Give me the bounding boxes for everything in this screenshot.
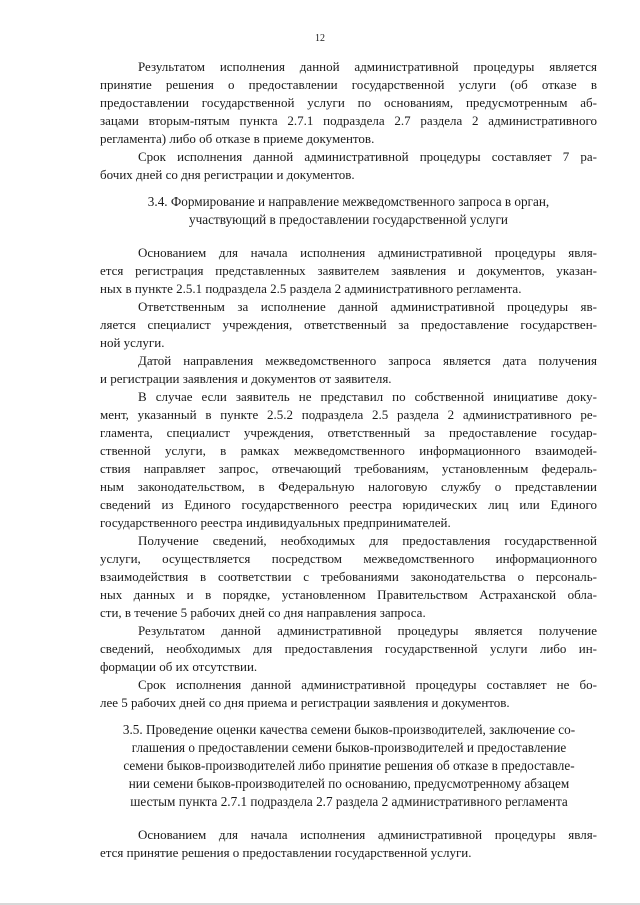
text-line: сведений, необходимых для предоставления государственной услуги либо ин- xyxy=(100,641,597,656)
section-heading: 3.5. Проведение оценки качества семени быков-производителей, заключение со- xyxy=(122,722,576,737)
text-line: ных в пункте 2.5.1 подраздела 2.5 раздела 2 административного регламента. xyxy=(100,281,522,296)
page-number: 12 xyxy=(315,33,325,44)
text-line: регламента) либо об отказе в приеме документов. xyxy=(100,131,375,146)
text-line: Датой направления межведомственного запроса является дата получения xyxy=(138,353,597,368)
text-line: ется принятие решения о предоставлении государственной услуги. xyxy=(100,845,472,860)
section-heading: 3.4. Формирование и направление межведомственного запроса в орган, xyxy=(147,194,550,209)
text-line: лее 5 рабочих дней со дня приема и регистрации заявления и документов. xyxy=(100,695,510,710)
text-line: Основанием для начала исполнения административной процедуры явля- xyxy=(138,245,597,260)
text-line: взаимодействия в соответствии с требованиями законодательства о персональ- xyxy=(100,569,597,584)
text-line: ственной услуги, в рамках межведомственного информационного взаимодей- xyxy=(100,443,597,458)
text-line: Результатом данной административной процедуры является получение xyxy=(138,623,597,638)
section-heading: шестым пункта 2.7.1 подраздела 2.7 раздела 2 административного регламента xyxy=(130,794,568,809)
text-line: ных данных и в порядке, установленном Правительством Астраханской обла- xyxy=(100,587,597,602)
text-line: ется регистрация представленных заявителем заявления и документов, указан- xyxy=(100,263,597,278)
text-line: принятие решения о предоставлении государственной услуги (об отказе в xyxy=(100,77,597,92)
text-line: и регистрации заявления и документов от заявителя. xyxy=(100,371,392,386)
section-heading: семени быков-производителей либо принятие решения об отказе в предоставле- xyxy=(123,758,575,773)
section-heading: глашения о предоставлении семени быков-производителей и предоставление xyxy=(131,740,567,755)
text-line: ляется специалист учреждения, ответственный за предоставление государствен- xyxy=(100,317,597,332)
text-line: Срок исполнения данной административной процедуры составляет не бо- xyxy=(138,677,597,692)
text-line: ной услуги. xyxy=(100,335,165,350)
text-line: Ответственным за исполнение данной административной процедуры яв- xyxy=(138,299,597,314)
text-line: ствия направляет запрос, отвечающий требованиям, установленным федераль- xyxy=(100,461,597,476)
text-line: Срок исполнения данной административной процедуры составляет 7 ра- xyxy=(138,149,597,164)
text-line: ным законодательством, в Федеральную налоговую службу о представлении xyxy=(100,479,597,494)
section-heading: участвующий в предоставлении государственной услуги xyxy=(189,212,508,227)
text-line: бочих дней со дня регистрации и документов. xyxy=(100,167,355,182)
text-line: мент, указанный в пункте 2.5.2 подраздела 2.5 раздела 2 административного ре- xyxy=(100,407,597,422)
text-line: сведений из Единого государственного реестра юридических лиц или Единого xyxy=(100,497,597,512)
text-line: Результатом исполнения данной административной процедуры является xyxy=(138,59,597,74)
text-line: услуги, осуществляется посредством межведомственного информационного xyxy=(100,551,597,566)
text-line: государственного реестра индивидуальных предпринимателей. xyxy=(100,515,451,530)
text-line: В случае если заявитель не представил по собственной инициативе доку- xyxy=(138,389,597,404)
text-line: сти, в течение 5 рабочих дней со дня направления запроса. xyxy=(100,605,426,620)
text-line: Получение сведений, необходимых для предоставления государственной xyxy=(138,533,597,548)
section-heading: нии семени быков-производителей по основанию, предусмотренному абзацем xyxy=(128,776,570,791)
text-line: предоставлении государственной услуги по основаниям, предусмотренным аб- xyxy=(100,95,597,110)
text-line: формации об их отсутствии. xyxy=(100,659,258,674)
text-line: гламента, специалист учреждения, ответственный за предоставление государ- xyxy=(100,425,597,440)
text-line: зацами вторым-пятым пункта 2.7.1 подраздела 2.7 раздела 2 административного xyxy=(100,113,597,128)
text-line: Основанием для начала исполнения административной процедуры явля- xyxy=(138,827,597,842)
